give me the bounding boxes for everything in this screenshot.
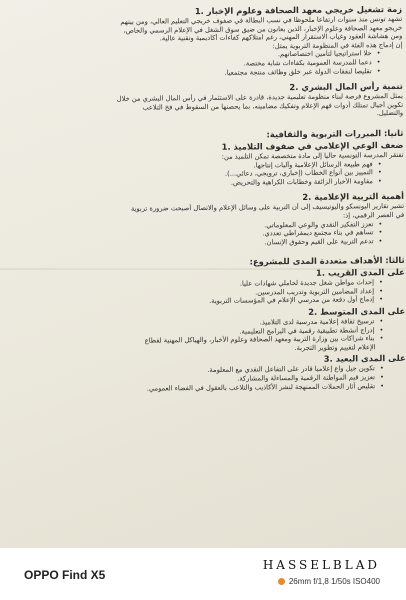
- paragraph-line: والتضليل.: [376, 109, 404, 118]
- section-title: أهمية التربية الإعلامية .2: [302, 191, 405, 203]
- bullet-item: • ترسيخ ثقافة إعلامية مدرسية لدى التلاميذ.: [13, 317, 405, 330]
- bullet-item: • مقاومة الأخبار الزائفة وخطابات الكراهية والتحريض.: [12, 177, 404, 190]
- bullet-item: • تعزيز قيم المواطنة الرقمية والمساءلة والمشاركة.: [14, 373, 406, 386]
- camera-watermark: [0, 548, 406, 600]
- section-title: على المدى القريب .1: [315, 267, 405, 279]
- section-title: تنمية رأس المال البشري .2: [289, 81, 403, 93]
- bullet-item: • إعداد المضامين التربوية وتدريب المدرسين.: [13, 287, 405, 300]
- section-title: على المدى المتوسط .2: [308, 305, 406, 317]
- paragraph-line: تفتقر المدرسة التونسية حاليا إلى مادة متخصصة تمكن التلميذ من:: [221, 150, 404, 161]
- bullet-item: • إدماج أول دفعة من مدرسي الإعلام في المؤسسات التربوية.: [13, 295, 405, 308]
- part-title: ثالثا: الأهداف متعددة المدى للمشروع:: [249, 255, 405, 267]
- paragraph-line: إن إدماج هذه الفئة في المنظومة التربوية يمثل:: [272, 40, 403, 51]
- device-name: OPPO Find X5: [24, 568, 106, 582]
- bullet-item: • فهم طبيعة الرسائل الإعلامية وآليات إنتاجها.: [12, 159, 404, 172]
- document-page: [10, 2, 406, 394]
- paragraph-line: تكوين أجيال تمتلك أدوات فهم الإعلام وتفكيك مضامينه، بما يحصنها من السقوط في فخ التلاعب: [142, 100, 404, 112]
- section-title: ضعف الوعي الإعلامي في صفوف التلاميذ .1: [221, 139, 404, 152]
- bullet-item: • التمييز بين أنواع الخطاب (إخباري، ترويجي، دعائي...).: [12, 168, 404, 181]
- paragraph-line: خريجو معهد الصحافة وعلوم الإخبار، الذين يعانون من ضيق سوق الشغل في الإعلام الرسمي والخاص،: [123, 23, 403, 35]
- bullet-item: • دعما للمدرسة العمومية بكفاءات شابة مختصة.: [11, 58, 403, 71]
- bullet-item: • حلا استراتيجيا لتأمين اختصاصاتهم.: [10, 49, 402, 62]
- bullet-item: • إدراج أنشطة تطبيقية رقمية في البرامج التعليمية.: [13, 326, 405, 339]
- paragraph-line: تشير تقارير اليونسكو واليونيسيف إلى أن التربية على وسائل الإعلام والاتصال أصبحت ضرورة تربوية: [130, 202, 405, 214]
- camera-brand-logo: HASSELBLAD: [262, 558, 380, 572]
- paragraph-line: يمثل المشروع فرصة لبناء منظومة تعليمية جديدة، قادرة على الاستثمار في رأس المال البشري من خلال: [116, 92, 404, 104]
- paragraph-line: ومن هشاشة العقود وغياب الاستقرار المهني، رغم امتلاكهم كفاءات أكاديمية وتقنية عالية.: [159, 32, 403, 43]
- section-title: على المدى البعيد .3: [323, 353, 406, 365]
- paragraph-line: الإعلام لتقييم وتطوير التجربة.: [294, 343, 376, 352]
- paragraph-line: في العصر الرقمي، إذ:: [342, 210, 405, 220]
- lens-dot-icon: [278, 578, 285, 585]
- bullet-item: • تساهم في بناء مجتمع ديمقراطي تعددي.: [12, 228, 404, 241]
- camera-settings: 26mm f/1,8 1/50s ISO400: [288, 577, 380, 586]
- bullet-item: • تكوين جيل واع إعلاميا قادر على التفاعل النقدي مع المعلومة.: [14, 364, 406, 377]
- part-title: ثانيا: المبررات التربوية والثقافية:: [266, 127, 404, 140]
- section-title: زمة تشغيل خريجي معهد الصحافة وعلوم الإخبار .1: [194, 3, 403, 17]
- bullet-item: • بناء شراكات بين وزارة التربية ومعهد الصحافة وعلوم الأخبار، والهياكل المهنية لقطاع: [13, 334, 405, 347]
- bullet-item: • تعزز التفكير النقدي والوعي المعلوماتي.: [12, 219, 404, 232]
- camera-meta: [278, 577, 380, 586]
- bullet-item: • إحداث مواطن شغل جديدة لحاملي شهادات عليا.: [13, 278, 405, 291]
- bullet-item: • تدعم التربية على القيم وحقوق الإنسان.: [12, 237, 404, 250]
- paragraph-line: تشهد تونس منذ سنوات ارتفاعا ملحوظا في نسب البطالة في صفوف خريجي التعليم العالي، ومن بينهم: [120, 14, 403, 26]
- bullet-item: • تقليص آثار الحملات الممنهجة لنشر الأكاذيب والتلاعب بالعقول في الفضاء العمومي.: [14, 381, 406, 394]
- paper-fold: [0, 268, 406, 270]
- bullet-item: • تقليصا لنفقات الدولة عبر خلق وظائف منتجة مجتمعيا.: [11, 66, 403, 79]
